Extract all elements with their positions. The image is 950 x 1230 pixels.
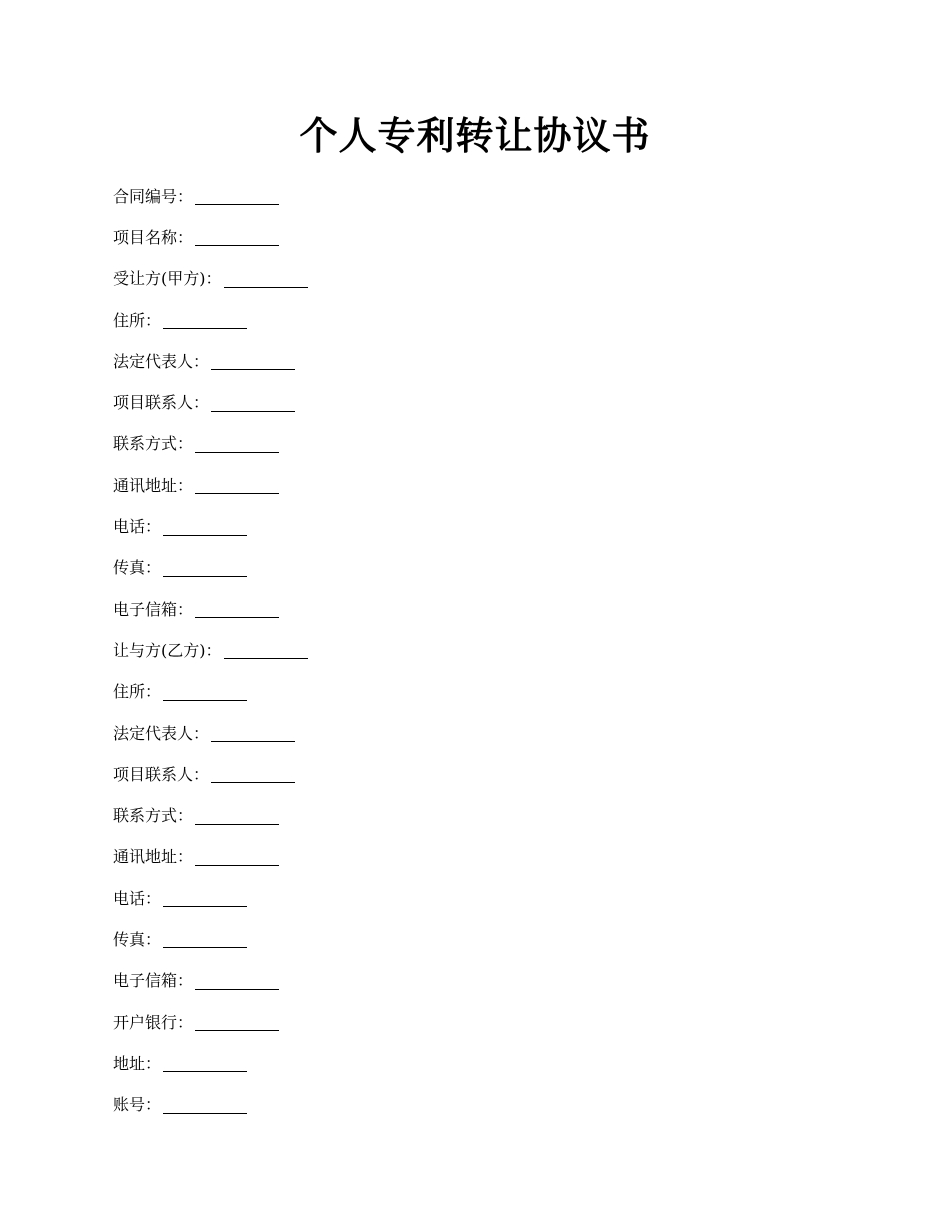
field-label: 联系方式： (113, 434, 194, 454)
field-party-a-mailing-address (113, 465, 833, 506)
fill-in-blank[interactable] (163, 684, 247, 701)
field-label: 电话： (113, 517, 162, 537)
field-project-name (113, 217, 833, 258)
field-label: 联系方式： (113, 806, 194, 826)
field-label: 让与方(乙方)： (113, 640, 222, 660)
field-bank (113, 1002, 833, 1043)
field-party-a (113, 259, 833, 300)
fill-in-blank[interactable] (211, 353, 295, 370)
field-party-b-contact-method (113, 795, 833, 836)
fill-in-blank[interactable] (163, 1097, 247, 1114)
field-label: 地址： (113, 1053, 162, 1073)
field-party-a-email (113, 589, 833, 630)
field-label: 账号： (113, 1095, 162, 1115)
field-contract-number (113, 176, 833, 217)
fill-in-blank[interactable] (163, 519, 247, 536)
document-title: 个人专利转让协议书 (299, 113, 651, 158)
field-label: 受让方(甲方)： (113, 269, 222, 289)
field-party-b (113, 630, 833, 671)
field-label: 住所： (113, 682, 162, 702)
field-label: 传真： (113, 929, 162, 949)
field-label: 项目名称： (113, 227, 194, 247)
field-party-a-fax (113, 548, 833, 589)
fill-in-blank[interactable] (195, 808, 279, 825)
fill-in-blank[interactable] (163, 312, 247, 329)
fill-in-blank[interactable] (211, 395, 295, 412)
fill-in-blank[interactable] (195, 477, 279, 494)
field-party-b-legal-rep (113, 713, 833, 754)
contract-fields (113, 176, 833, 1126)
field-party-a-phone (113, 506, 833, 547)
field-label: 法定代表人： (113, 723, 210, 743)
field-account-number (113, 1085, 833, 1126)
fill-in-blank[interactable] (195, 188, 279, 205)
fill-in-blank[interactable] (195, 601, 279, 618)
field-party-a-address (113, 300, 833, 341)
field-party-b-mailing-address (113, 837, 833, 878)
field-label: 项目联系人： (113, 764, 210, 784)
fill-in-blank[interactable] (211, 766, 295, 783)
field-party-a-contact-person (113, 382, 833, 423)
field-label: 开户银行： (113, 1012, 194, 1032)
field-label: 电子信箱： (113, 599, 194, 619)
fill-in-blank[interactable] (224, 271, 308, 288)
fill-in-blank[interactable] (224, 642, 308, 659)
field-party-b-phone (113, 878, 833, 919)
field-label: 项目联系人： (113, 393, 210, 413)
field-label: 电话： (113, 888, 162, 908)
fill-in-blank[interactable] (195, 229, 279, 246)
fill-in-blank[interactable] (195, 436, 279, 453)
field-label: 通讯地址： (113, 847, 194, 867)
field-party-b-address (113, 672, 833, 713)
field-label: 合同编号： (113, 186, 194, 206)
fill-in-blank[interactable] (163, 890, 247, 907)
fill-in-blank[interactable] (163, 560, 247, 577)
field-party-b-fax (113, 919, 833, 960)
fill-in-blank[interactable] (163, 1055, 247, 1072)
fill-in-blank[interactable] (195, 973, 279, 990)
field-label: 住所： (113, 310, 162, 330)
field-label: 电子信箱： (113, 971, 194, 991)
field-label: 传真： (113, 558, 162, 578)
field-party-a-contact-method (113, 424, 833, 465)
field-bank-address (113, 1043, 833, 1084)
fill-in-blank[interactable] (211, 725, 295, 742)
field-party-a-legal-rep (113, 341, 833, 382)
fill-in-blank[interactable] (195, 849, 279, 866)
field-label: 法定代表人： (113, 351, 210, 371)
field-party-b-contact-person (113, 754, 833, 795)
fill-in-blank[interactable] (195, 1014, 279, 1031)
fill-in-blank[interactable] (163, 931, 247, 948)
field-label: 通讯地址： (113, 475, 194, 495)
field-party-b-email (113, 961, 833, 1002)
